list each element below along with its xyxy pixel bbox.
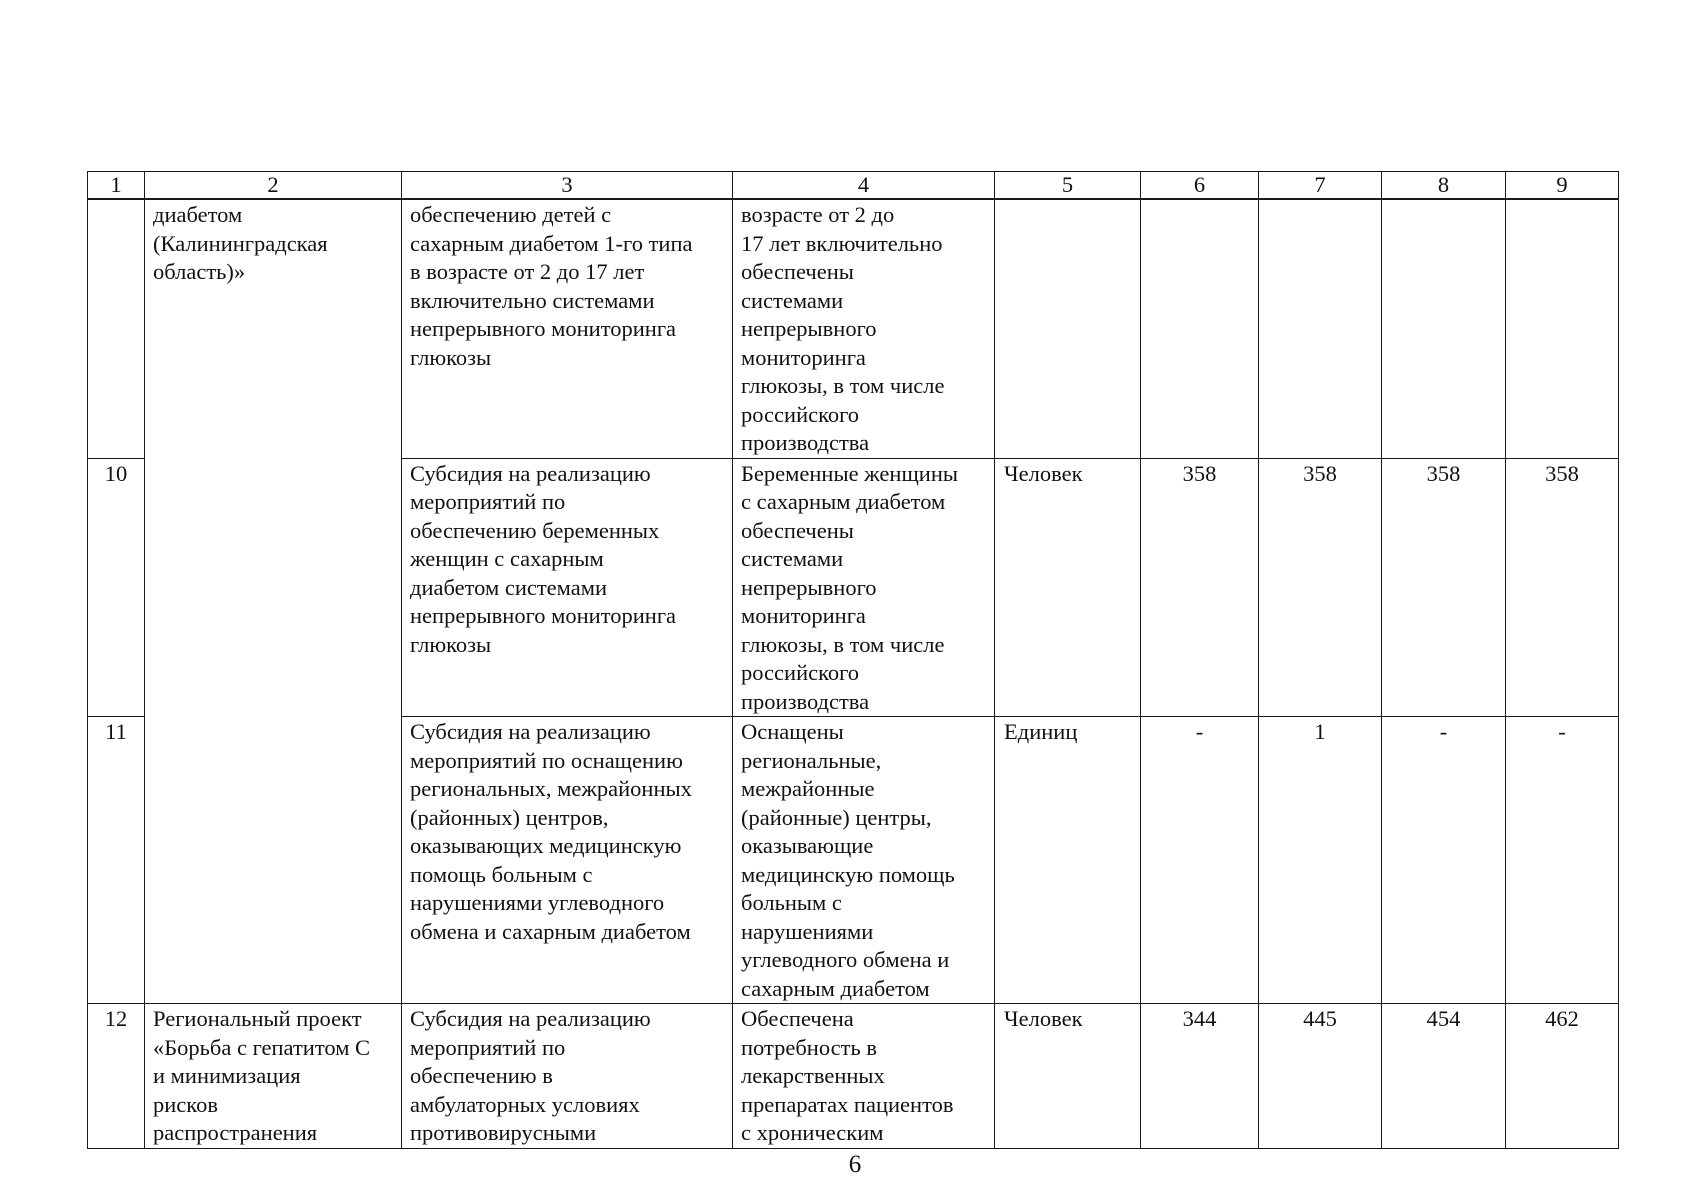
description-cell: обеспечению детей с сахарным диабетом 1-го типа в возрасте от 2 до 17 лет включительно системами непрерывного мониторинга глюкозы	[402, 199, 733, 458]
description-cell: Субсидия на реализацию мероприятий по оснащению региональных, межрайонных (районных) центров, оказывающих медицинскую помощь больным с нарушениями углеводного обмена и сахарным диабетом	[402, 717, 733, 1004]
value-col-7: 358	[1259, 458, 1382, 717]
header-col-1: 1	[88, 172, 145, 200]
unit-cell: Единиц	[995, 717, 1141, 1004]
header-col-6: 6	[1141, 172, 1259, 200]
header-col-2: 2	[145, 172, 402, 200]
row-number: 10	[88, 458, 145, 717]
unit-cell	[995, 199, 1141, 458]
row-number: 11	[88, 717, 145, 1004]
value-col-6: 344	[1141, 1004, 1259, 1149]
value-col-8: -	[1382, 717, 1506, 1004]
table-row	[88, 199, 1619, 458]
value-col-8	[1382, 199, 1506, 458]
value-col-9: -	[1506, 717, 1619, 1004]
value-col-7: 445	[1259, 1004, 1382, 1149]
result-cell: Оснащены региональные, межрайонные (районные) центры, оказывающие медицинскую помощь больным с нарушениями углеводного обмена и сахарным диабетом	[733, 717, 995, 1004]
value-col-6: -	[1141, 717, 1259, 1004]
header-col-3: 3	[402, 172, 733, 200]
value-col-8: 358	[1382, 458, 1506, 717]
value-col-9	[1506, 199, 1619, 458]
row-number: 12	[88, 1004, 145, 1149]
value-col-9: 462	[1506, 1004, 1619, 1149]
page-number: 6	[848, 1151, 862, 1178]
data-table	[87, 171, 1619, 1149]
header-col-9: 9	[1506, 172, 1619, 200]
header-col-7: 7	[1259, 172, 1382, 200]
row-number	[88, 199, 145, 458]
description-cell: Субсидия на реализацию мероприятий по обеспечению в амбулаторных условиях противовирусными	[402, 1004, 733, 1149]
table-header-row	[88, 172, 1619, 200]
project-name-cell: Региональный проект «Борьба с гепатитом С и минимизация рисков распространения	[145, 1004, 402, 1149]
result-cell: возрасте от 2 до 17 лет включительно обеспечены системами непрерывного мониторинга глюкозы, в том числе российского производства	[733, 199, 995, 458]
result-cell: Беременные женщины с сахарным диабетом обеспечены системами непрерывного мониторинга глюкозы, в том числе российского производства	[733, 458, 995, 717]
header-col-4: 4	[733, 172, 995, 200]
value-col-7	[1259, 199, 1382, 458]
description-cell: Субсидия на реализацию мероприятий по обеспечению беременных женщин с сахарным диабетом системами непрерывного мониторинга глюкозы	[402, 458, 733, 717]
value-col-6: 358	[1141, 458, 1259, 717]
value-col-8: 454	[1382, 1004, 1506, 1149]
value-col-7: 1	[1259, 717, 1382, 1004]
header-col-5: 5	[995, 172, 1141, 200]
unit-cell: Человек	[995, 1004, 1141, 1149]
result-cell: Обеспечена потребность в лекарственных препаратах пациентов с хроническим	[733, 1004, 995, 1149]
project-name-cell: диабетом (Калининградская область)»	[145, 199, 402, 1004]
table-row	[88, 1004, 1619, 1149]
value-col-6	[1141, 199, 1259, 458]
unit-cell: Человек	[995, 458, 1141, 717]
value-col-9: 358	[1506, 458, 1619, 717]
header-col-8: 8	[1382, 172, 1506, 200]
